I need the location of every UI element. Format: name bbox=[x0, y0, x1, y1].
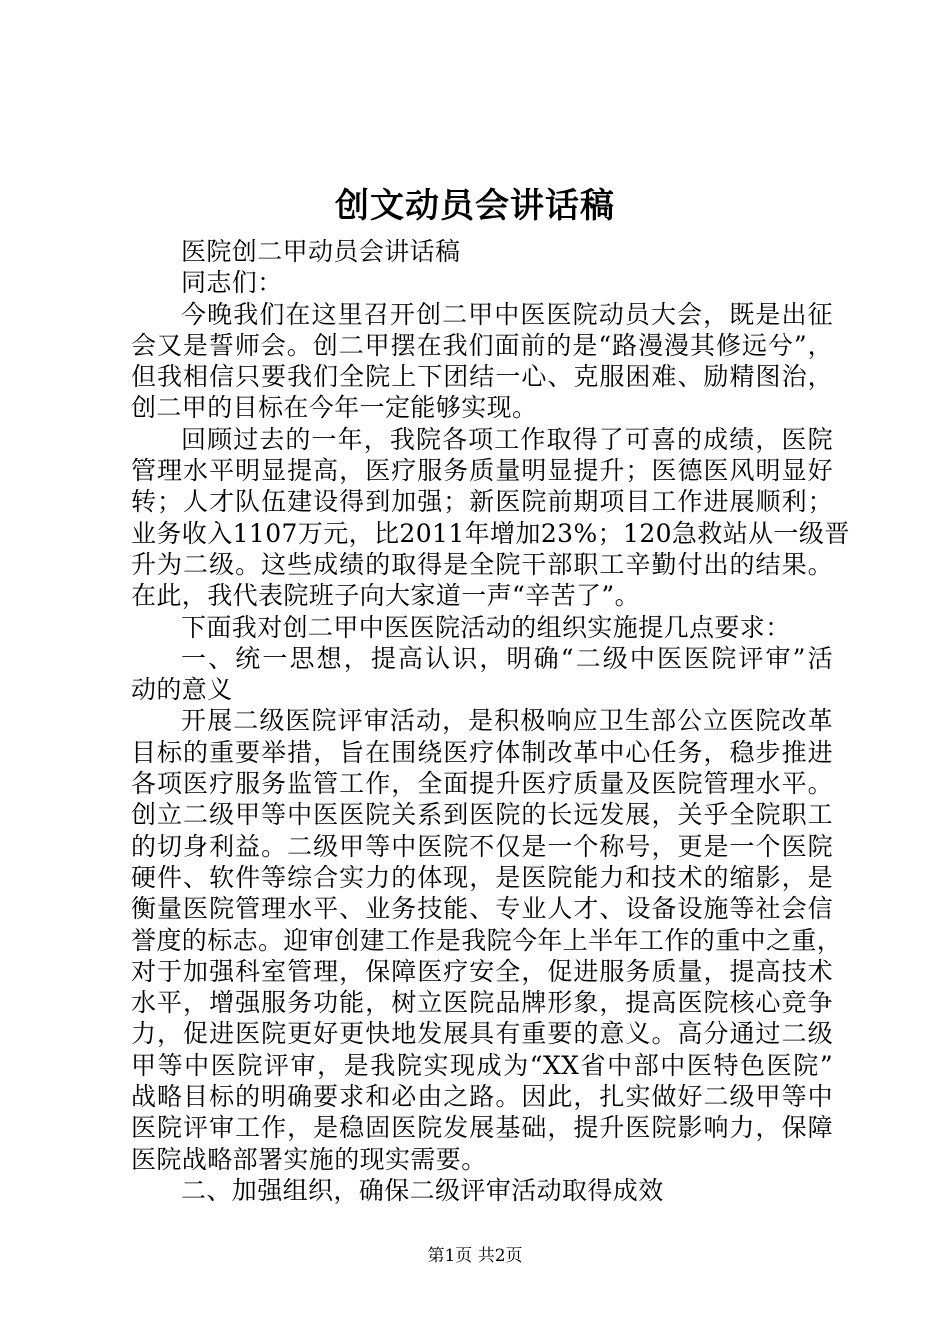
paragraph-line: 对于加强科室管理，保障医疗安全，促进服务质量，提高技术 bbox=[131, 956, 833, 986]
section-heading-line: 动的意义 bbox=[131, 675, 233, 705]
subtitle-line: 医院创二甲动员会讲话稿 bbox=[181, 237, 461, 266]
paragraph-line: 誉度的标志。迎审创建工作是我院今年上半年工作的重中之重， bbox=[131, 925, 843, 955]
page-number-footer: 第1页 共2页 bbox=[427, 1246, 523, 1266]
paragraph-line: 回顾过去的一年，我院各项工作取得了可喜的成绩，医院 bbox=[181, 424, 833, 454]
paragraph-line: 转；人才队伍建设得到加强；新医院前期项目工作进展顺利； bbox=[131, 487, 833, 517]
document-body bbox=[131, 236, 850, 1206]
paragraph-line: 升为二级。这些成绩的取得是全院干部职工辛勤付出的结果。 bbox=[131, 549, 833, 579]
paragraph-line: 的切身利益。二级甲等中医院不仅是一个称号，更是一个医院 bbox=[131, 831, 833, 861]
paragraph-line: 在此，我代表院班子向大家道一声“辛苦了”。 bbox=[131, 581, 640, 611]
paragraph-line: 会又是誓师会。创二甲摆在我们面前的是“路漫漫其修远兮”， bbox=[131, 330, 833, 360]
paragraph-line: 战略目标的明确要求和必由之路。因此，扎实做好二级甲等中 bbox=[131, 1082, 833, 1112]
salutation-line: 同志们： bbox=[181, 268, 283, 298]
paragraph-line: 创二甲的目标在今年一定能够实现。 bbox=[131, 393, 538, 423]
paragraph-line: 开展二级医院评审活动，是积极响应卫生部公立医院改革 bbox=[181, 706, 833, 736]
paragraph-line: 医院战略部署实施的现实需要。 bbox=[131, 1144, 487, 1174]
paragraph-line: 但我相信只要我们全院上下团结一心、克服困难、励精图治， bbox=[131, 362, 833, 392]
paragraph-line: 硬件、软件等综合实力的体现，是医院能力和技术的缩影，是 bbox=[131, 862, 833, 892]
paragraph-line: 甲等中医院评审，是我院实现成为“XX省中部中医特色医院” bbox=[131, 1050, 833, 1080]
document-title: 创文动员会讲话稿 bbox=[335, 186, 615, 226]
paragraph-line: 各项医疗服务监管工作，全面提升医疗质量及医院管理水平。 bbox=[131, 769, 833, 799]
paragraph-line: 目标的重要举措，旨在围绕医疗体制改革中心任务，稳步推进 bbox=[131, 737, 833, 767]
section-heading-line: 一、统一思想，提高认识，明确“二级中医医院评审”活 bbox=[181, 643, 833, 673]
paragraph-line: 衡量医院管理水平、业务技能、专业人才、设备设施等社会信 bbox=[131, 894, 833, 924]
paragraph-line: 下面我对创二甲中医医院活动的组织实施提几点要求： bbox=[181, 612, 791, 642]
paragraph-line: 创立二级甲等中医医院关系到医院的长远发展，关乎全院职工 bbox=[131, 800, 833, 830]
paragraph-line: 业务收入1107万元，比2011年增加23%；120急救站从一级晋 bbox=[131, 518, 850, 548]
section-heading-line: 二、加强组织，确保二级评审活动取得成效 bbox=[181, 1175, 664, 1205]
paragraph-line: 医院评审工作，是稳固医院发展基础，提升医院影响力，保障 bbox=[131, 1113, 833, 1143]
paragraph-line: 力，促进医院更好更快地发展具有重要的意义。高分通过二级 bbox=[131, 1019, 833, 1049]
paragraph-line: 今晚我们在这里召开创二甲中医医院动员大会，既是出征 bbox=[181, 299, 833, 329]
paragraph-line: 水平，增强服务功能，树立医院品牌形象，提高医院核心竞争 bbox=[131, 988, 833, 1018]
paragraph-line: 管理水平明显提高，医疗服务质量明显提升；医德医风明显好 bbox=[131, 456, 833, 486]
